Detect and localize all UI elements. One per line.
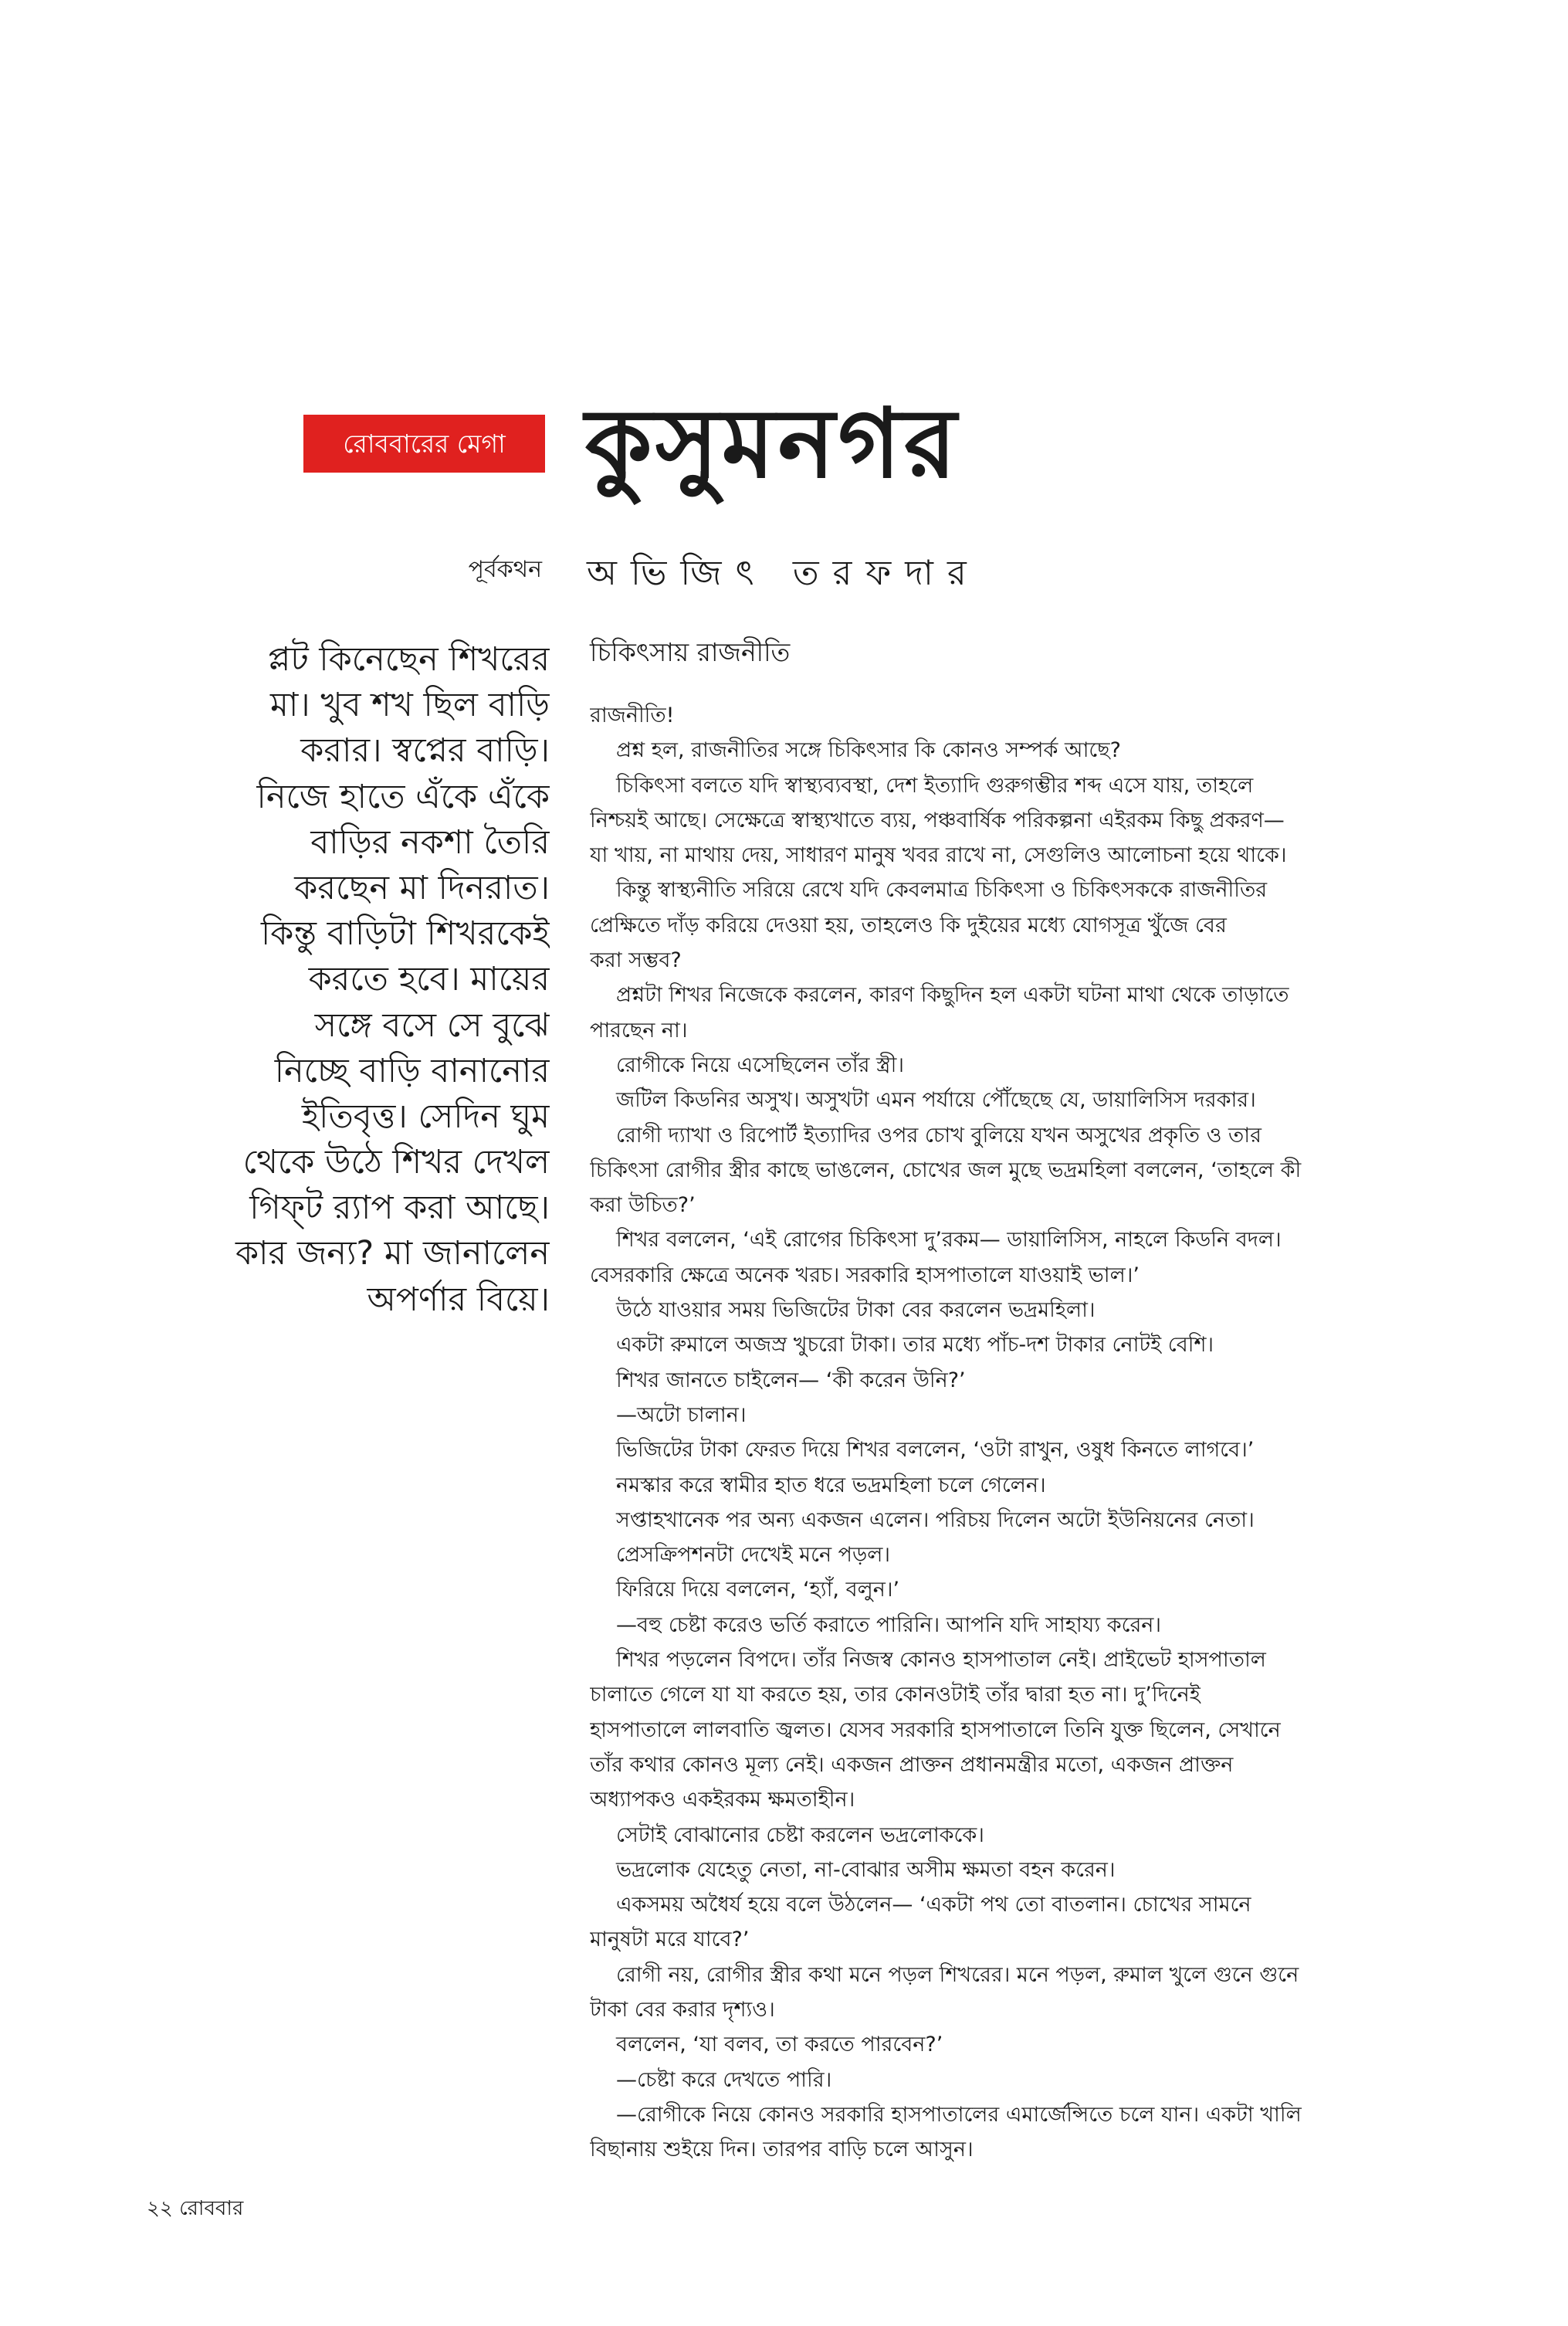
recap-line: করছেন মা দিনরাত। — [294, 868, 550, 907]
body-line: যা খায়, না মাথায় দেয়, সাধারণ মানুষ খবর রাখে না, সেগুলিও আলোচনা হয়ে থাকে। — [590, 843, 1287, 868]
body-line: প্রশ্নটা শিখর নিজেকে করলেন, কারণ কিছুদিন হল একটা ঘটনা মাথা থেকে তাড়াতে — [616, 983, 1289, 1008]
recap-summary — [147, 637, 550, 1323]
body-line: চিকিৎসা বলতে যদি স্বাস্থ্যব্যবস্থা, দেশ ইত্যাদি গুরুগম্ভীর শব্দ এসে যায়, তাহলে — [616, 773, 1254, 798]
story-title: কুসুমনগর — [585, 388, 960, 500]
author-byline: অভিজিৎ তরফদার — [587, 552, 980, 593]
body-line: একসময় অধৈর্য হয়ে বলে উঠলেন— ‘একটা পথ তো বাতলান। চোখের সামনে — [616, 1893, 1251, 1917]
body-line: জটিল কিডনির অসুখ। অসুখটা এমন পর্যায়ে পৌঁছেছে যে, ডায়ালিসিস দরকার। — [616, 1088, 1256, 1113]
recap-line: নিজে হাতে এঁকে এঁকে — [256, 777, 550, 816]
section-heading: চিকিৎসায় রাজনীতি — [590, 637, 791, 667]
body-line: একটা রুমালে অজস্র খুচরো টাকা। তার মধ্যে পাঁচ-দশ টাকার নোটই বেশি। — [616, 1333, 1214, 1358]
body-line: সেটাই বোঝানোর চেষ্টা করলেন ভদ্রলোককে। — [616, 1822, 984, 1847]
body-line: শিখর বললেন, ‘এই রোগের চিকিৎসা দু’রকম— ডায়ালিসিস, নাহলে কিডনি বদল। — [616, 1228, 1282, 1253]
body-line: করা উচিত?’ — [590, 1193, 696, 1218]
body-line: করা সম্ভব? — [590, 948, 682, 973]
recap-line: করার। স্বপ্নের বাড়ি। — [300, 731, 550, 771]
body-line: বেসরকারি ক্ষেত্রে অনেক খরচ। সরকারি হাসপাতালে যাওয়াই ভাল।’ — [590, 1263, 1140, 1287]
body-line: —রোগীকে নিয়ে কোনও সরকারি হাসপাতালের এমার্জেন্সিতে চলে যান। একটা খালি — [616, 2102, 1302, 2127]
recap-line: বাড়ির নকশা তৈরি — [310, 822, 550, 862]
body-line: মানুষটা মরে যাবে?’ — [590, 1928, 750, 1952]
recap-line: ইতিবৃত্ত। সেদিন ঘুম — [301, 1097, 550, 1136]
recap-line: নিচ্ছে বাড়ি বানানোর — [274, 1051, 550, 1090]
body-line: —বহু চেষ্টা করেও ভর্তি করাতে পারিনি। আপনি যদি সাহায্য করেন। — [616, 1612, 1162, 1637]
body-line: টাকা বের করার দৃশ্যও। — [590, 1997, 775, 2022]
body-line: নমস্কার করে স্বামীর হাত ধরে ভদ্রমহিলা চলে গেলেন। — [616, 1473, 1046, 1497]
recap-line: কার জন্য? মা জানালেন — [235, 1234, 550, 1273]
body-line: চালাতে গেলে যা যা করতে হয়, তার কোনওটাই তাঁর দ্বারা হত না। দু’দিনেই — [590, 1683, 1201, 1707]
recap-line: অপর্ণার বিয়ে। — [367, 1280, 550, 1319]
body-line: শিখর পড়লেন বিপদে। তাঁর নিজস্ব কোনও হাসপাতাল নেই। প্রাইভেট হাসপাতাল — [616, 1648, 1266, 1673]
article-body — [590, 698, 1431, 2167]
body-line: প্রেক্ষিতে দাঁড় করিয়ে দেওয়া হয়, তাহলেও কি দুইয়ের মধ্যে যোগসূত্র খুঁজে বের — [590, 913, 1227, 938]
recap-line: কিন্তু বাড়িটা শিখরকেই — [260, 914, 550, 954]
body-line: চিকিৎসা রোগীর স্ত্রীর কাছে ভাঙলেন, চোখের জল মুছে ভদ্রমহিলা বললেন, ‘তাহলে কী — [590, 1158, 1302, 1182]
body-line: রাজনীতি! — [590, 704, 675, 727]
body-line: বিছানায় শুইয়ে দিন। তারপর বাড়ি চলে আসুন। — [590, 2138, 974, 2162]
series-badge: রোববারের মেগা — [303, 415, 545, 473]
recap-label: পূর্বকথন — [468, 556, 542, 583]
body-line: রোগী নয়, রোগীর স্ত্রীর কথা মনে পড়ল শিখরের। মনে পড়ল, রুমাল খুলে গুনে গুনে — [616, 1962, 1299, 1987]
body-line: —অটো চালান। — [616, 1402, 747, 1427]
recap-line: গিফ্‌ট র‍্যাপ করা আছে। — [249, 1188, 550, 1228]
recap-line: প্লট কিনেছেন শিখরের — [267, 640, 550, 679]
body-line: পারছেন না। — [590, 1018, 688, 1043]
body-line: শিখর জানতে চাইলেন— ‘কী করেন উনি?’ — [616, 1368, 966, 1392]
body-line: উঠে যাওয়ার সময় ভিজিটের টাকা বের করলেন ভদ্রমহিলা। — [616, 1298, 1096, 1323]
body-line: প্রেসক্রিপশনটা দেখেই মনে পড়ল। — [616, 1543, 891, 1568]
body-line: হাসপাতালে লালবাতি জ্বলত। যেসব সরকারি হাসপাতালে তিনি যুক্ত ছিলেন, সেখানে — [590, 1717, 1281, 1742]
recap-line: থেকে উঠে শিখর দেখল — [242, 1143, 550, 1182]
body-line: ফিরিয়ে দিয়ে বললেন, ‘হ্যাঁ, বলুন।’ — [616, 1578, 900, 1602]
recap-line: করতে হবে। মায়ের — [308, 960, 550, 999]
body-line: —চেষ্টা করে দেখতে পারি। — [616, 2067, 832, 2092]
body-line: নিশ্চয়ই আছে। সেক্ষেত্রে স্বাস্থ্যখাতে ব্যয়, পঞ্চবার্ষিক পরিকল্পনা এইরকম কিছু প্রকরণ— — [590, 808, 1285, 832]
body-line: তাঁর কথার কোনও মূল্য নেই। একজন প্রাক্তন প্রধানমন্ত্রীর মতো, একজন প্রাক্তন — [590, 1752, 1234, 1777]
body-line: কিন্তু স্বাস্থ্যনীতি সরিয়ে রেখে যদি কেবলমাত্র চিকিৎসা ও চিকিৎসককে রাজনীতির — [616, 878, 1268, 903]
body-line: সপ্তাহখানেক পর অন্য একজন এলেন। পরিচয় দিলেন অটো ইউনিয়নের নেতা। — [616, 1507, 1255, 1532]
body-line: রোগীকে নিয়ে এসেছিলেন তাঁর স্ত্রী। — [616, 1053, 905, 1077]
recap-line: মা। খুব শখ ছিল বাড়ি — [269, 686, 550, 725]
body-line: বললেন, ‘যা বলব, তা করতে পারবেন?’ — [616, 2033, 943, 2057]
body-line: ভদ্রলোক যেহেতু নেতা, না-বোঝার অসীম ক্ষমতা বহন করেন। — [616, 1857, 1116, 1882]
body-line: রোগী দ্যাখা ও রিপোর্ট ইত্যাদির ওপর চোখ বুলিয়ে যখন অসুখের প্রকৃতি ও তার — [616, 1123, 1262, 1148]
recap-line: সঙ্গে বসে সে বুঝে — [314, 1005, 550, 1045]
body-line: ভিজিটের টাকা ফেরত দিয়ে শিখর বললেন, ‘ওটা রাখুন, ওষুধ কিনতে লাগবে।’ — [616, 1438, 1255, 1463]
page-folio: ২২ রোববার — [147, 2197, 244, 2220]
body-line: অধ্যাপকও একইরকম ক্ষমতাহীন। — [590, 1788, 855, 1812]
body-line: প্রশ্ন হল, রাজনীতির সঙ্গে চিকিৎসার কি কোনও সম্পর্ক আছে? — [616, 738, 1121, 763]
